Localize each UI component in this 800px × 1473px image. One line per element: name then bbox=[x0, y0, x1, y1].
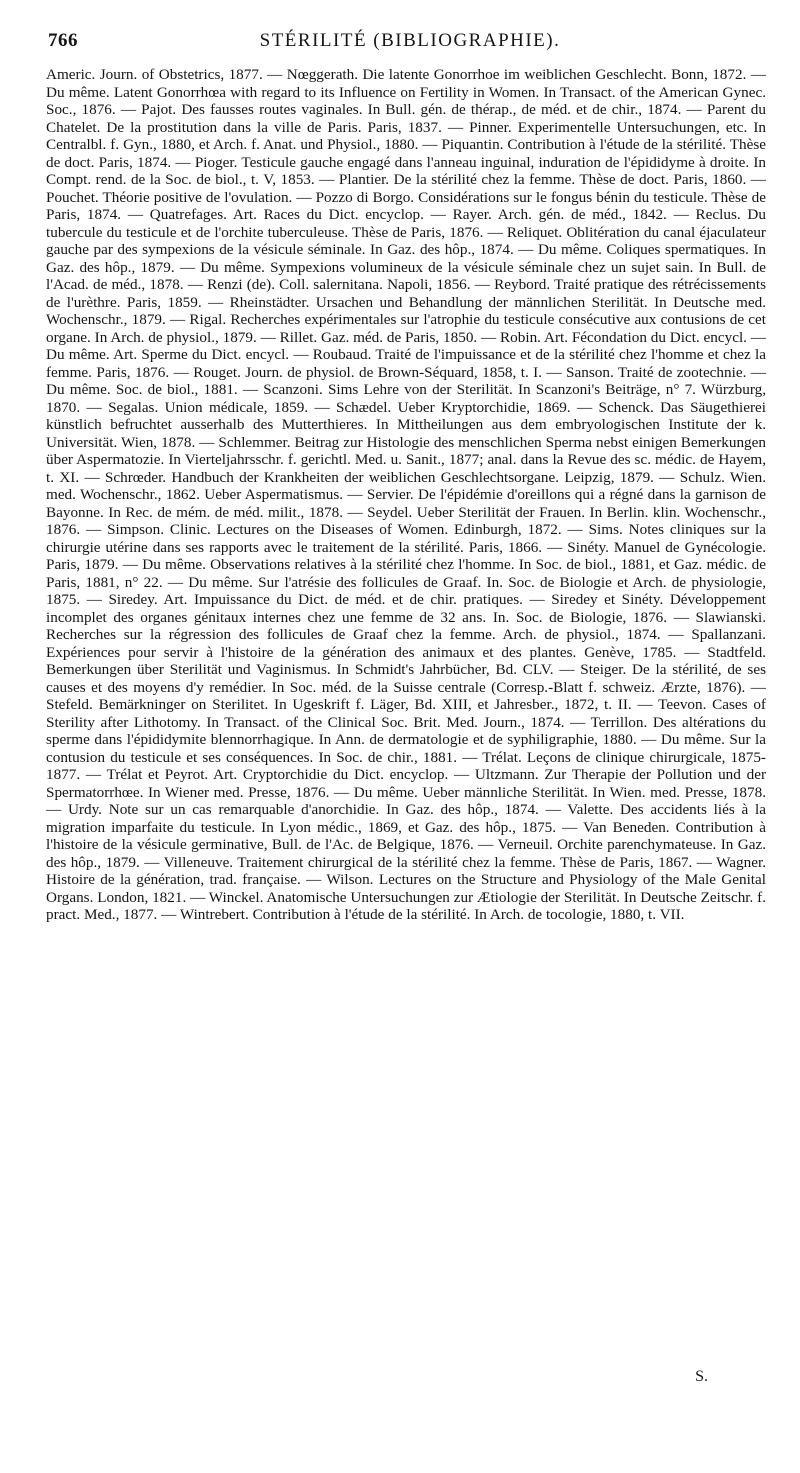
bibliography-text: Americ. Journ. of Obstetrics, 1877. — Nœggerath. Die latente Gonorrhoe im weiblichen Geschlecht. Bonn, 1872. — Du même. Latent Gonorrhœa with regard to its Influence on Fertility in Women. In Transact. of the American Gynec. Soc., 1876. — Pajot. Des fausses routes vaginales. In Bull. gén. de thérap., de méd. et de chir., 1874. — Parent du Chatelet. De la prostitution dans la ville de Paris. Paris, 1837. — Pinner. Experimentelle Untersuchungen, etc. In Centralbl. f. Gyn., 1880, et Arch. f. Anat. und Physiol., 1880. — Piquantin. Contribution à l'étude de la stérilité. Thèse de doct. Paris, 1874. — Pioger. Testicule gauche engagé dans l'anneau inguinal, induration de l'épididyme à droite. In Compt. rend. de la Soc. de biol., t. V, 1853. — Plantier. De la stérilité chez la femme. Thèse de doct. Paris, 1860. — Pouchet. Théorie positive de l'ovulation. — Pozzo di Borgo. Considérations sur le fongus bénin du testicule. Thèse de Paris, 1874. — Quatrefages. Art. Races du Dict. encyclop. — Rayer. Arch. gén. de méd., 1842. — Reclus. Du tubercule du testicule et de l'orchite tuberculeuse. Thèse de Paris, 1876. — Reliquet. Oblitération du canal éjaculateur gauche par des sympexions de la vésicule séminale. In Gaz. des hôp., 1874. — Du même. Coliques spermatiques. In Gaz. des hôp., 1879. — Du même. Sympexions volumineux de la vésicule séminale chez un sujet sain. In Bull. de l'Acad. de méd., 1878. — Renzi (de). Coll. salernitana. Napoli, 1856. — Reybord. Traité pratique des rétrécissements de l'urèthre. Paris, 1859. — Rheinstädter. Ursachen und Behandlung der männlichen Sterilität. In Deutsche med. Wochenschr., 1879. — Rigal. Recherches expérimentales sur l'atrophie du testicule consécutive aux contusions de cet organe. In Arch. de physiol., 1879. — Rillet. Gaz. méd. de Paris, 1850. — Robin. Art. Fécondation du Dict. encycl. — Du même. Art. Sperme du Dict. encycl. — Roubaud. Traité de l'impuissance et de la stérilité chez l'homme et chez la femme. Paris, 1876. — Rouget. Journ. de physiol. de Brown-Séquard, 1858, t. I. — Sanson. Traité de zootechnie. — Du même. Soc. de biol., 1881. — Scanzoni. Sims Lehre von der Sterilität. In Scanzoni's Beiträge, n° 7. Würzburg, 1870. — Segalas. Union médicale, 1859. — Schædel. Ueber Kryptorchidie, 1869. — Schenck. Das Säugethierei künstlich befruchtet ausserhalb des Mutterthieres. In Mittheilungen aus dem embryologischen Institute der k. Universität. Wien, 1878. — Schlemmer. Beitrag zur Histologie des menschlichen Sperma nebst einigen Bemerkungen über Aspermatozie. In Vierteljahrsschr. f. gerichtl. Med. u. Sanit., 1877; anal. dans la Revue des sc. médic. de Hayem, t. XI. — Schrœder. Handbuch der Krankheiten der weiblichen Geschlechtsorgane. Leipzig, 1879. — Schulz. Wien. med. Wochenschr., 1862. Ueber Aspermatismus. — Servier. De l'épidémie d'oreillons qui a régné dans la garnison de Bayonne. In Rec. de mém. de méd. milit., 1878. — Seydel. Ueber Sterilität der Frauen. In Berlin. klin. Wochenschr., 1876. — Simpson. Clinic. Lectures on the Diseases of Women. Edinburgh, 1872. — Sims. Notes cliniques sur la chirurgie utérine dans ses rapports avec le traitement de la stérilité. Paris, 1866. — Sinéty. Manuel de Gynécologie. Paris, 1879. — Du même. Observations relatives à la stérilité chez l'homme. In Soc. de biol., 1881, et Gaz. médic. de Paris, 1881, n° 22. — Du même. Sur l'atrésie des follicules de Graaf. In. Soc. de Biologie et Arch. de physiologie, 1875. — Siredey. Art. Impuissance du Dict. de méd. et de chir. pratiques. — Siredey et Sinéty. Développement incomplet des organes génitaux internes chez une femme de 32 ans. In. Soc. de Biologie, 1876. — Slawianski. Recherches sur la régression des follicules de Graaf chez la femme. Arch. de physiol., 1874. — Spallanzani. Expériences pour servir à l'histoire de la génération des animaux et des plantes. Genève, 1785. — Stadtfeld. Bemerkungen über Sterilität und Vaginismus. In Schmidt's Jahrbücher, Bd. CLV. — Steiger. De la stérilité, de ses causes et des moyens d'y remédier. In Soc. méd. de la Suisse centrale (Corresp.-Blatt f. schweiz. Ærzte, 1876). — Stefeld. Bemärkninger on Sterilitet. In Ugeskrift f. Läger, Bd. XIII, et Jahresber., 1872, t. II. — Teevon. Cases of Sterility after Lithotomy. In Transact. of the Clinical Soc. Brit. Med. Journ., 1874. — Terrillon. Des altérations du sperme dans l'épididymite blennorrhagique. In Ann. de dermatologie et de syphiligraphie, 1880. — Du même. Sur la contusion du testicule et ses conséquences. In Soc. de chir., 1881. — Trélat. Leçons de clinique chirurgicale, 1875-1877. — Trélat et Peyrot. Art. Cryptorchidie du Dict. encyclop. — Ultzmann. Zur Therapie der Pollution und der Spermatorrhœe. In Wiener med. Presse, 1876. — Du même. Ueber männliche Sterilität. In Wien. med. Presse, 1878. — Urdy. Note sur un cas remarquable d'anorchidie. In Gaz. des hôp., 1874. — Valette. Des accidents liés à la migration imparfaite du testicule. In Lyon médic., 1869, et Gaz. des hôp., 1875. — Van Beneden. Contribution à l'histoire de la vésicule germinative, Bull. de l'Ac. de Belgique, 1876. — Verneuil. Orchite parenchymateuse. In Gaz. des hôp., 1879. — Villeneuve. Traitement chirurgical de la stérilité chez la femme. Thèse de Paris, 1867. — Wagner. Histoire de la génération, trad. française. — Wilson. Lectures on the Structure and Physiology of the Male Genital Organs. London, 1821. — Winckel. Anatomische Untersuchungen zur Ætiologie der Sterilität. In Deutsche Zeitschr. f. pract. Med., 1877. — Wintrebert. Contribution à l'étude de la stérilité. In Arch. de tocologie, 1880, t. VII. bbox=[46, 66, 766, 923]
page-number: 766 bbox=[48, 30, 78, 51]
page-header bbox=[48, 30, 772, 62]
author-signature: S. bbox=[695, 1368, 708, 1385]
running-title: STÉRILITÉ (BIBLIOGRAPHIE). bbox=[259, 30, 561, 51]
